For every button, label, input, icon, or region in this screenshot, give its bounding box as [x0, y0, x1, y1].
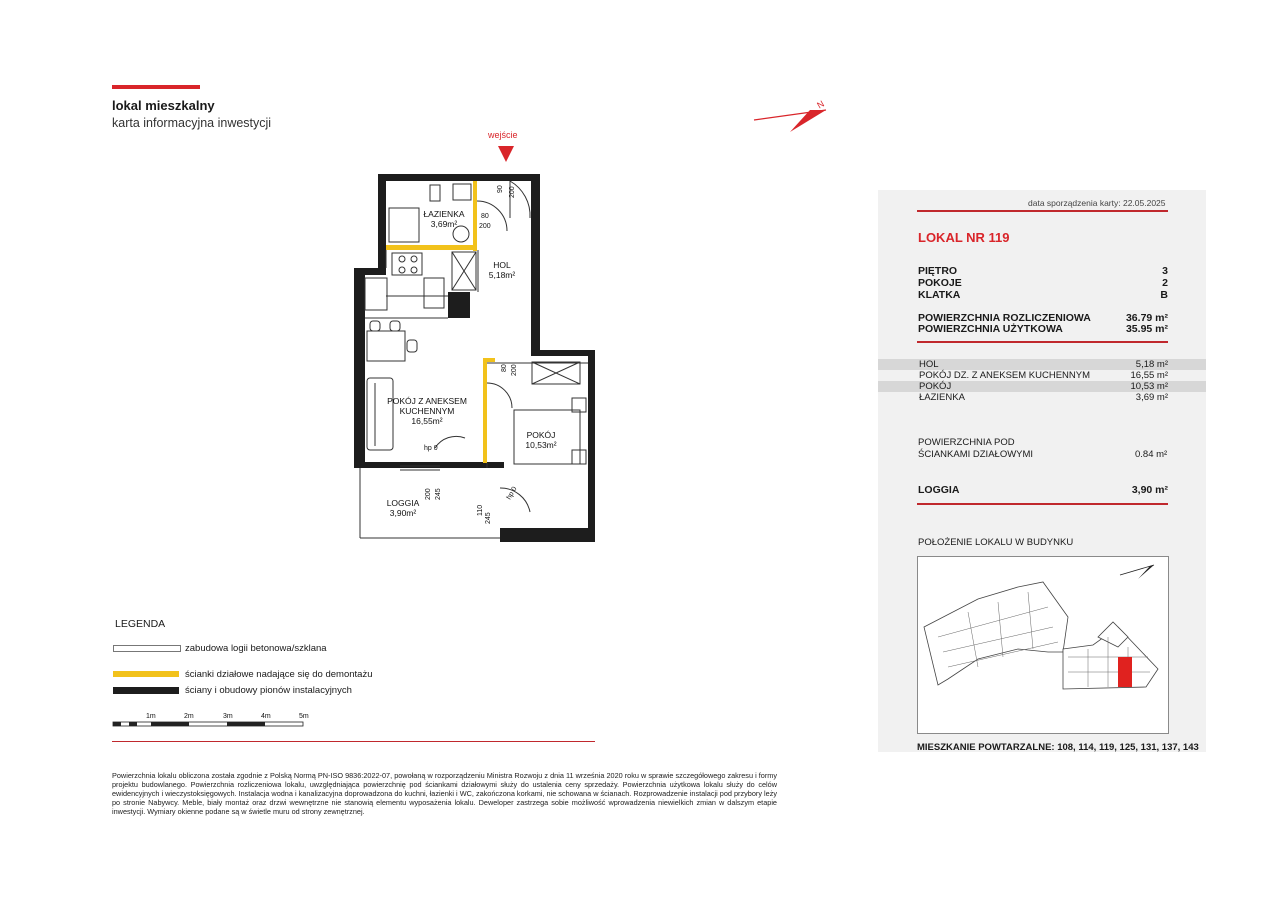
- scale-label: 3m: [223, 713, 233, 720]
- legend-label: ścianki działowe nadające się do demontażu: [185, 669, 373, 680]
- room-row-value: 16,55 m²: [1130, 370, 1168, 381]
- dim-hp-1: hp 0: [424, 445, 438, 452]
- room-row: [878, 392, 1206, 403]
- info-rooms-value: 2: [1162, 277, 1168, 289]
- scale-label: 5m: [299, 713, 309, 720]
- room-row-value: 10,53 m²: [1130, 381, 1168, 392]
- legend-label: zabudowa logii betonowa/szklana: [185, 643, 327, 654]
- room-living-area: 16,55m²: [411, 416, 443, 426]
- info-rooms: [918, 277, 1168, 289]
- info-staircase: [918, 289, 1168, 301]
- divider: [917, 503, 1168, 505]
- walls-area-value: 0.84 m²: [1135, 449, 1168, 460]
- page-title: lokal mieszkalny: [112, 98, 215, 113]
- north-arrow-icon: [750, 98, 832, 134]
- dim-loggia-w: 200: [425, 488, 432, 500]
- unit-highlight: [1118, 657, 1132, 687]
- dim-entry-h: 200: [509, 186, 516, 198]
- room-row-label: POKÓJ DZ. Z ANEKSEM KUCHENNYM: [919, 370, 1091, 381]
- dim-entry-w: 90: [497, 185, 504, 193]
- floor-plan: [340, 128, 610, 548]
- dim-loggia-h: 245: [435, 488, 442, 500]
- info-floor-value: 3: [1162, 265, 1168, 277]
- legend-swatch-wall: [113, 687, 179, 694]
- legend-swatch-partition: [113, 671, 179, 677]
- room-row: [878, 381, 1206, 392]
- room-row: [878, 370, 1206, 381]
- dim-room-h: 200: [511, 364, 518, 376]
- dim-balcony-w: 110: [477, 504, 484, 516]
- building-plan-image: [918, 557, 1168, 733]
- room-living-name2: KUCHENNYM: [399, 406, 455, 416]
- info-rooms-label: POKOJE: [918, 277, 962, 289]
- info-staircase-value: B: [1160, 289, 1168, 301]
- info-floor-label: PIĘTRO: [918, 265, 958, 277]
- scale-bar: [112, 711, 312, 731]
- divider: [917, 210, 1168, 212]
- location-title: POŁOŻENIE LOKALU W BUDYNKU: [918, 537, 1074, 548]
- dim-bath-h: 200: [479, 223, 491, 230]
- building-location-map: [917, 556, 1169, 734]
- header-accent-bar: [112, 85, 200, 89]
- legend-label: ściany i obudowy pionów instalacyjnych: [185, 685, 352, 696]
- loggia-row: [918, 484, 1168, 496]
- date-label: data sporządzenia karty: 22.05.2025: [1028, 198, 1166, 208]
- info-floor: [918, 265, 1168, 277]
- dim-room-w: 80: [501, 364, 508, 372]
- legend-title: LEGENDA: [115, 618, 166, 630]
- scale-label: 4m: [261, 713, 271, 720]
- room-row-value: 3,69 m²: [1135, 392, 1168, 403]
- page-subtitle: karta informacyjna inwestycji: [112, 116, 272, 130]
- scale-label: 1m: [146, 713, 156, 720]
- room-row-label: ŁAZIENKA: [919, 392, 965, 403]
- room-bedroom-area: 10,53m²: [525, 440, 557, 450]
- room-loggia-name: LOGGIA: [386, 498, 420, 508]
- loggia-value: 3,90 m²: [1131, 484, 1168, 496]
- area-usable-label: POWIERZCHNIA UŻYTKOWA: [918, 323, 1063, 335]
- entrance-arrow-icon: [498, 146, 514, 162]
- divider: [917, 341, 1168, 343]
- repeated-units: MIESZKANIE POWTARZALNE: 108, 114, 119, 125, 131, 137, 143: [917, 742, 1199, 753]
- info-staircase-label: KLATKA: [918, 289, 961, 301]
- divider: [112, 741, 595, 742]
- room-loggia-area: 3,90m²: [389, 508, 417, 518]
- disclaimer: Powierzchnia lokalu obliczona została zgodnie z Polską Normą PN-ISO 9836:2022-07, powołaną w rozporządzeniu Ministra Rozwoju z dnia 11 września 2020 roku w sprawie szczegółowego zakresu i formy projektu budowlanego. Powierzchnia rozliczeniowa lokalu, uwzględniająca powierzchnię pod ściankami działowymi służy do ustalenia ceny sprzedaży. Powierzchnia użytkowa lokalu służy do celów ewidencyjnych i wieczystoksięgowych. Instalacja wodna i kanalizacyjna doprowadzona do kuchni, łazienki i WC, zakończona korkami, nie schowana w ścianach. Rozprowadzenie instalacji pod przybory leży po stronie Nabywcy. Meble, biały montaż oraz drzwi wewnętrzne nie stanowią elementu wyposażenia lokalu. Deweloper zastrzega sobie możliwość wprowadzenia niewielkich zmian w dalszym etapie inwestycji. Wymiary okienne podane są w świetle muru od strony zewnętrznej.: [112, 771, 777, 816]
- room-bath-area: 3,69m²: [430, 219, 458, 229]
- room-bedroom-name: POKÓJ: [526, 430, 556, 440]
- dim-balcony-h: 245: [485, 512, 492, 524]
- room-row-value: 5,18 m²: [1135, 359, 1168, 370]
- walls-area-label-2: ŚCIANKAMI DZIAŁOWYMI: [918, 449, 1034, 460]
- walls-area-label-1: POWIERZCHNIA POD: [918, 437, 1015, 448]
- room-bath-name: ŁAZIENKA: [423, 209, 465, 219]
- area-billing-label: POWIERZCHNIA ROZLICZENIOWA: [918, 312, 1091, 324]
- area-usable: [918, 323, 1168, 335]
- room-row-label: HOL: [919, 359, 939, 370]
- legend-swatch-loggia: [113, 645, 181, 652]
- door-dimensions: [424, 185, 519, 524]
- room-row: [878, 359, 1206, 370]
- room-hol-area: 5,18m²: [488, 270, 516, 280]
- scale-label: 2m: [184, 713, 194, 720]
- area-billing-value: 36.79 m²: [1125, 312, 1168, 324]
- north-label: N: [815, 98, 826, 111]
- room-living-name: POKÓJ Z ANEKSEM: [387, 396, 467, 406]
- unit-number: LOKAL NR 119: [918, 230, 1010, 245]
- entrance-label: wejście: [488, 130, 518, 140]
- area-usable-value: 35.95 m²: [1125, 323, 1168, 335]
- dim-bath-w: 80: [481, 213, 489, 220]
- dim-hp-2: hp 0: [505, 485, 519, 501]
- room-hol-name: HOL: [493, 260, 511, 270]
- room-row-label: POKÓJ: [919, 381, 952, 392]
- loggia-label: LOGGIA: [918, 484, 960, 496]
